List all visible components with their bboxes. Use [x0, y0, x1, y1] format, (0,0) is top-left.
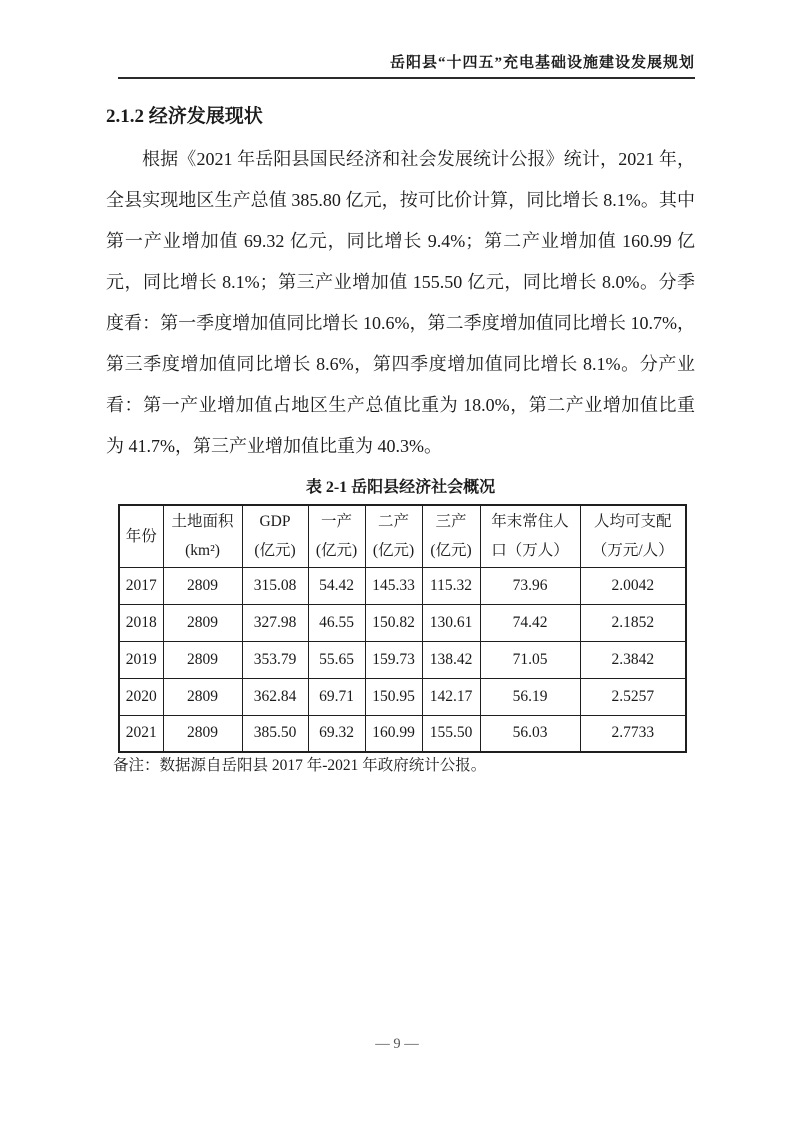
cell-primary: 55.65 — [308, 641, 365, 678]
cell-income: 2.7733 — [580, 715, 686, 752]
cell-year: 2019 — [119, 641, 163, 678]
cell-tertiary: 155.50 — [422, 715, 480, 752]
cell-year: 2020 — [119, 678, 163, 715]
col-header-text: 人均可支配 — [593, 513, 672, 531]
cell-secondary: 159.73 — [365, 641, 422, 678]
col-header-tertiary-industry — [422, 505, 480, 567]
col-header-unit: 口（万人） — [491, 542, 569, 560]
col-header-unit: （万元/人） — [591, 542, 674, 560]
table-note: 备注：数据源自岳阳县 2017 年-2021 年政府统计公报。 — [113, 757, 487, 774]
page-number: — 9 — — [375, 1036, 419, 1052]
col-header-unit: (亿元) — [372, 542, 415, 560]
section-heading: 2.1.2 经济发展现状 — [106, 106, 263, 127]
table-row-2018 — [119, 604, 686, 641]
col-header-land-area — [163, 505, 242, 567]
col-header-text: GDP — [259, 513, 291, 531]
cell-year: 2021 — [119, 715, 163, 752]
cell-gdp: 353.79 — [242, 641, 308, 678]
cell-gdp: 327.98 — [242, 604, 308, 641]
col-header-unit: (亿元) — [254, 542, 296, 560]
table-row-2019 — [119, 641, 686, 678]
header-rule — [118, 77, 695, 79]
table-row-2020 — [119, 678, 686, 715]
cell-tertiary: 138.42 — [422, 641, 480, 678]
col-header-disposable-income — [580, 505, 686, 567]
col-header-unit: (km²) — [185, 542, 220, 560]
table-row-2017 — [119, 567, 686, 604]
col-header-text: 年末常住人 — [491, 513, 569, 531]
table-header-row — [119, 505, 686, 567]
table-caption: 表 2-1 岳阳县经济社会概况 — [305, 479, 496, 496]
cell-tertiary: 142.17 — [422, 678, 480, 715]
cell-land-area: 2809 — [163, 678, 242, 715]
col-header-unit: (亿元) — [430, 542, 472, 560]
col-header-secondary-industry — [365, 505, 422, 567]
cell-year: 2018 — [119, 604, 163, 641]
col-header-text: 三产 — [435, 513, 467, 531]
col-header-year — [119, 505, 163, 567]
cell-population: 56.03 — [480, 715, 580, 752]
cell-primary: 46.55 — [308, 604, 365, 641]
cell-secondary: 145.33 — [365, 567, 422, 604]
col-header-gdp — [242, 505, 308, 567]
running-header-title: 岳阳县“十四五”充电基础设施建设发展规划 — [389, 55, 695, 71]
cell-gdp: 362.84 — [242, 678, 308, 715]
economy-table — [118, 504, 687, 753]
cell-tertiary: 115.32 — [422, 567, 480, 604]
cell-income: 2.3842 — [580, 641, 686, 678]
col-header-text: 一产 — [320, 513, 352, 531]
cell-income: 2.1852 — [580, 604, 686, 641]
cell-gdp: 385.50 — [242, 715, 308, 752]
cell-land-area: 2809 — [163, 715, 242, 752]
cell-income: 2.5257 — [580, 678, 686, 715]
cell-land-area: 2809 — [163, 567, 242, 604]
col-header-text: 年份 — [125, 527, 157, 545]
cell-population: 71.05 — [480, 641, 580, 678]
col-header-unit: (亿元) — [315, 542, 358, 560]
table-row-2021 — [119, 715, 686, 752]
cell-income: 2.0042 — [580, 567, 686, 604]
cell-land-area: 2809 — [163, 604, 242, 641]
cell-population: 74.42 — [480, 604, 580, 641]
cell-population: 56.19 — [480, 678, 580, 715]
cell-primary: 69.32 — [308, 715, 365, 752]
cell-year: 2017 — [119, 567, 163, 604]
cell-population: 73.96 — [480, 567, 580, 604]
col-header-text: 土地面积 — [171, 513, 234, 531]
col-header-primary-industry — [308, 505, 365, 567]
cell-tertiary: 130.61 — [422, 604, 480, 641]
col-header-text: 二产 — [377, 513, 409, 531]
cell-land-area: 2809 — [163, 641, 242, 678]
cell-primary: 54.42 — [308, 567, 365, 604]
col-header-population — [480, 505, 580, 567]
cell-secondary: 150.82 — [365, 604, 422, 641]
cell-gdp: 315.08 — [242, 567, 308, 604]
cell-primary: 69.71 — [308, 678, 365, 715]
cell-secondary: 150.95 — [365, 678, 422, 715]
body-paragraph: 根据《2021 年岳阳县国民经济和社会发展统计公报》统计，2021 年，全县实现地区生产总值 385.80 亿元，按可比价计算，同比增长 8.1%。其中第一产业增加值 69.32 亿元，同比增长 9.4%；第二产业增加值 160.99 亿元，同比增长 8.1%；第三产业增加值 155.50 亿元，同比增长 8.0%。分季度看：第一季度增加值同比增长 10.6%，第二季度增加值同比增长 10.7%，第三季度增加值同比增长 8.6%，第四季度增加值同比增长 8.1%。分产业看：第一产业增加值占地区生产总值比重为 18.0%，第二产业增加值比重为 41.7%，第三产业增加值比重为 40.3%。 — [106, 149, 695, 456]
cell-secondary: 160.99 — [365, 715, 422, 752]
